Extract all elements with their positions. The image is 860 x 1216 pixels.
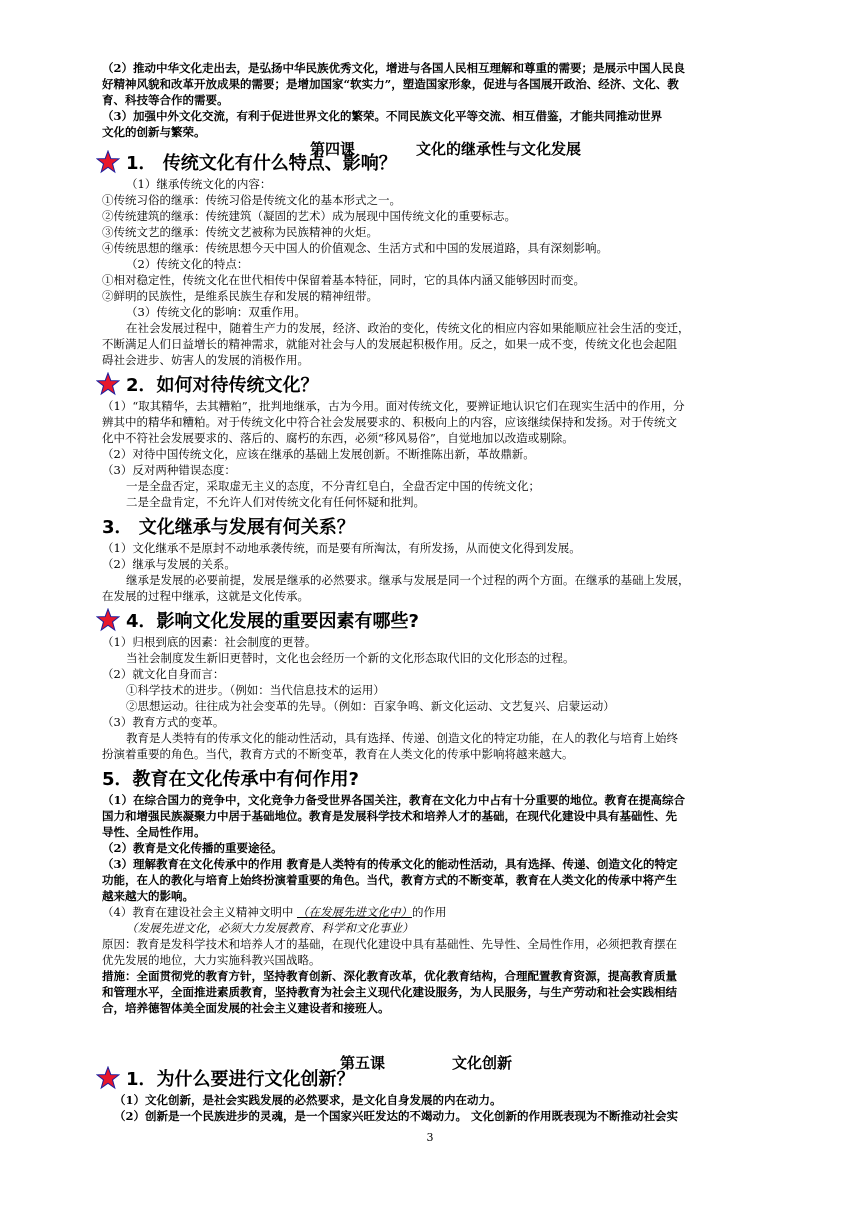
lesson-number: 第五课 — [340, 1054, 386, 1072]
red-star-icon — [96, 372, 120, 396]
paragraph-line: 导性、全局性作用。 — [102, 825, 206, 839]
paragraph-line: 当社会制度发生新旧更替时，文化也会经历一个新的文化形态取代旧的文化形态的过程。 — [126, 651, 575, 665]
paragraph-line: （1）继承传统文化的内容： — [126, 177, 272, 191]
red-star-icon — [96, 1066, 120, 1090]
red-star-icon — [96, 608, 120, 632]
paragraph-line: （2）对待中国传统文化，应该在继承的基础上发展创新。不断推陈出新，革故鼎新。 — [102, 447, 535, 461]
paragraph-line: 扮演着重要的角色。当代，教育方式的不断变革，教育在人类文化的传承中影响将越来越大。 — [102, 747, 574, 761]
question-heading — [102, 374, 762, 398]
page-number: 3 — [426, 1131, 434, 1144]
paragraph-line: 优先发展的地位，大力实施科教兴国战略。 — [102, 953, 321, 967]
paragraph-line: （3）教育方式的变革。 — [102, 715, 225, 729]
lesson-title: 文化创新 — [452, 1054, 513, 1072]
paragraph-line: （2）创新是一个民族进步的灵魂，是一个国家兴旺发达的不竭动力。 文化创新的作用既表现为不断推动社会实 — [114, 1109, 678, 1123]
paragraph-line: （1）“取其精华，去其糟粕”，批判地继承，古为今用。面对传统文化，要辨证地认识它们在现实生活中的作用，分 — [102, 399, 685, 413]
paragraph-line: 好精神风貌和改革开放成果的需要；是增加国家“软实力”，塑造国家形象，促进与各国展开政治、经济、文化、教 — [102, 77, 679, 91]
paragraph-line: （1）在综合国力的竞争中，文化竞争力备受世界各国关注，教育在文化力中占有十分重要的地位。教育在提高综合 — [102, 793, 685, 807]
paragraph-line: 育、科技等合作的需要。 — [102, 93, 229, 107]
paragraph-line: ①相对稳定性，传统文化在世代相传中保留着基本特征，同时，它的具体内涵又能够因时而变。 — [102, 273, 585, 287]
question-title: 3． 文化继承与发展有何关系？ — [102, 517, 355, 538]
paragraph-line: （2）继承与发展的关系。 — [102, 557, 236, 571]
paragraph-line: 和管理水平，全面推进素质教育，坚持教育为社会主义现代化建设服务，为人民服务，与生产劳动和社会实践相结 — [102, 985, 677, 999]
paragraph-line: 文化的创新与繁荣。 — [102, 125, 206, 139]
paragraph-line: ②传统建筑的继承：传统建筑（凝固的艺术）成为展现中国传统文化的重要标志。 — [102, 209, 516, 223]
paragraph-line: ①传统习俗的继承：传统习俗是传统文化的基本形式之一。 — [102, 193, 401, 207]
paragraph-line: 碍社会进步、妨害人的发展的消极作用。 — [102, 353, 309, 367]
question-title: 5．教育在文化传承中有何作用? — [102, 769, 359, 790]
paragraph-line: 合，培养德智体美全面发展的社会主义建设者和接班人。 — [102, 1001, 390, 1015]
question-title: 2．如何对待传统文化？ — [126, 375, 319, 396]
paragraph-line — [102, 904, 762, 920]
lesson-title: 文化的继承性与文化发展 — [416, 140, 582, 158]
paragraph-line: （2）推动中华文化走出去，是弘扬中华民族优秀文化，增进与各国人民相互理解和尊重的需要；是展示中国人民良 — [102, 61, 685, 75]
text-run: （4）教育在建设社会主义精神文明中 — [102, 905, 297, 919]
paragraph-line: （2）传统文化的特点： — [126, 257, 249, 271]
paragraph-line: 越来越大的影响。 — [102, 889, 194, 903]
paragraph-line: 一是全盘否定，采取虚无主义的态度，不分青红皂白，全盘否定中国的传统文化； — [126, 479, 540, 493]
paragraph-line: ③传统文艺的继承：传统文艺被称为民族精神的火炬。 — [102, 225, 378, 239]
paragraph-line: 原因：教育是发科学技术和培养人才的基础，在现代化建设中具有基础性、先导性、全局性作用，必须把教育摆在 — [102, 937, 677, 951]
question-title: 1．为什么要进行文化创新？ — [126, 1069, 355, 1090]
question-title: 4．影响文化发展的重要因素有哪些? — [126, 611, 419, 632]
paragraph-line: 辨其中的精华和糟粕。对于传统文化中符合社会发展要求的、积极向上的内容，应该继续保持和发扬。对于传统文 — [102, 415, 677, 429]
question-heading — [102, 1068, 762, 1092]
paragraph-line: 在发展的过程中继承，这就是文化传承。 — [102, 589, 309, 603]
red-star-icon — [96, 150, 120, 174]
paragraph-line: 继承是发展的必要前提，发展是继承的必然要求。继承与发展是同一个过程的两个方面。在继承的基础上发展， — [126, 573, 690, 587]
paragraph-line: 国力和增强民族凝聚力中居于基础地位。教育是发展科学技术和培养人才的基础，在现代化建设中具有基础性、先 — [102, 809, 677, 823]
lesson-number: 第四课 — [310, 140, 356, 158]
text-run: 的作用 — [411, 905, 447, 919]
paragraph-line: 功能，在人的教化与培育上始终扮演着重要的角色。当代，教育方式的不断变革，教育在人类文化的传承中将产生 — [102, 873, 677, 887]
paragraph-line: （1）文化继承不是原封不动地承袭传统，而是要有所淘汰，有所发扬，从而使文化得到发展。 — [102, 541, 581, 555]
paragraph-line: ④传统思想的继承：传统思想今天中国人的价值观念、生活方式和中国的发展道路，具有深刻影响。 — [102, 241, 608, 255]
paragraph-line: ①科学技术的进步。（例如：当代信息技术的运用） — [126, 683, 385, 697]
paragraph-line: （3）理解教育在文化传承中的作用 教育是人类特有的传承文化的能动性活动，具有选择、传递、创造文化的特定 — [102, 857, 678, 871]
paragraph-line: 二是全盘肯定，不允许人们对传统文化有任何怀疑和批判。 — [126, 495, 425, 509]
paragraph-line: 化中不符社会发展要求的、落后的、腐朽的东西，必须“移风易俗”，自觉地加以改造或剔除。 — [102, 431, 574, 445]
question-heading — [102, 516, 762, 540]
question-heading — [102, 152, 762, 176]
paragraph-line: 措施：全面贯彻党的教育方针，坚持教育创新、深化教育改革，优化教育结构，合理配置教育资源，提高教育质量 — [102, 969, 677, 983]
question-title: 1． 传统文化有什么特点、影响？ — [126, 153, 397, 174]
paragraph-line: （发展先进文化，必须大力发展教育、科学和文化事业） — [126, 921, 414, 935]
paragraph-line: （3）传统文化的影响：双重作用。 — [126, 305, 306, 319]
paragraph-line: （3）反对两种错误态度： — [102, 463, 236, 477]
paragraph-line: 在社会发展过程中，随着生产力的发展，经济、政治的变化，传统文化的相应内容如果能顺应社会生活的变迁， — [126, 321, 690, 335]
paragraph-line: （1）文化创新，是社会实践发展的必然要求，是文化自身发展的内在动力。 — [114, 1093, 502, 1107]
paragraph-line: （2）就文化自身而言： — [102, 667, 225, 681]
paragraph-line: 不断满足人们日益增长的精神需求，就能对社会与人的发展起积极作用。反之，如果一成不变，传统文化也会起阻 — [102, 337, 677, 351]
question-heading — [102, 768, 762, 792]
question-heading — [102, 610, 762, 634]
paragraph-line: （3）加强中外文化交流，有利于促进世界文化的繁荣。不同民族文化平等交流、相互借鉴，才能共同推动世界 — [102, 109, 662, 123]
underlined-text: （在发展先进文化中） — [296, 905, 412, 919]
paragraph-line: （1）归根到底的因素：社会制度的更替。 — [102, 635, 317, 649]
document-page — [102, 60, 762, 1124]
paragraph-line: ②鲜明的民族性，是维系民族生存和发展的精神纽带。 — [102, 289, 378, 303]
paragraph-line: （2）教育是文化传播的重要途径。 — [102, 841, 283, 855]
paragraph-line: 教育是人类特有的传承文化的能动性活动，具有选择、传递、创造文化的特定功能，在人的教化与培育上始终 — [126, 731, 678, 745]
paragraph-line: ②思想运动。往往成为社会变革的先导。（例如：百家争鸣、新文化运动、文艺复兴、启蒙运动） — [126, 699, 615, 713]
